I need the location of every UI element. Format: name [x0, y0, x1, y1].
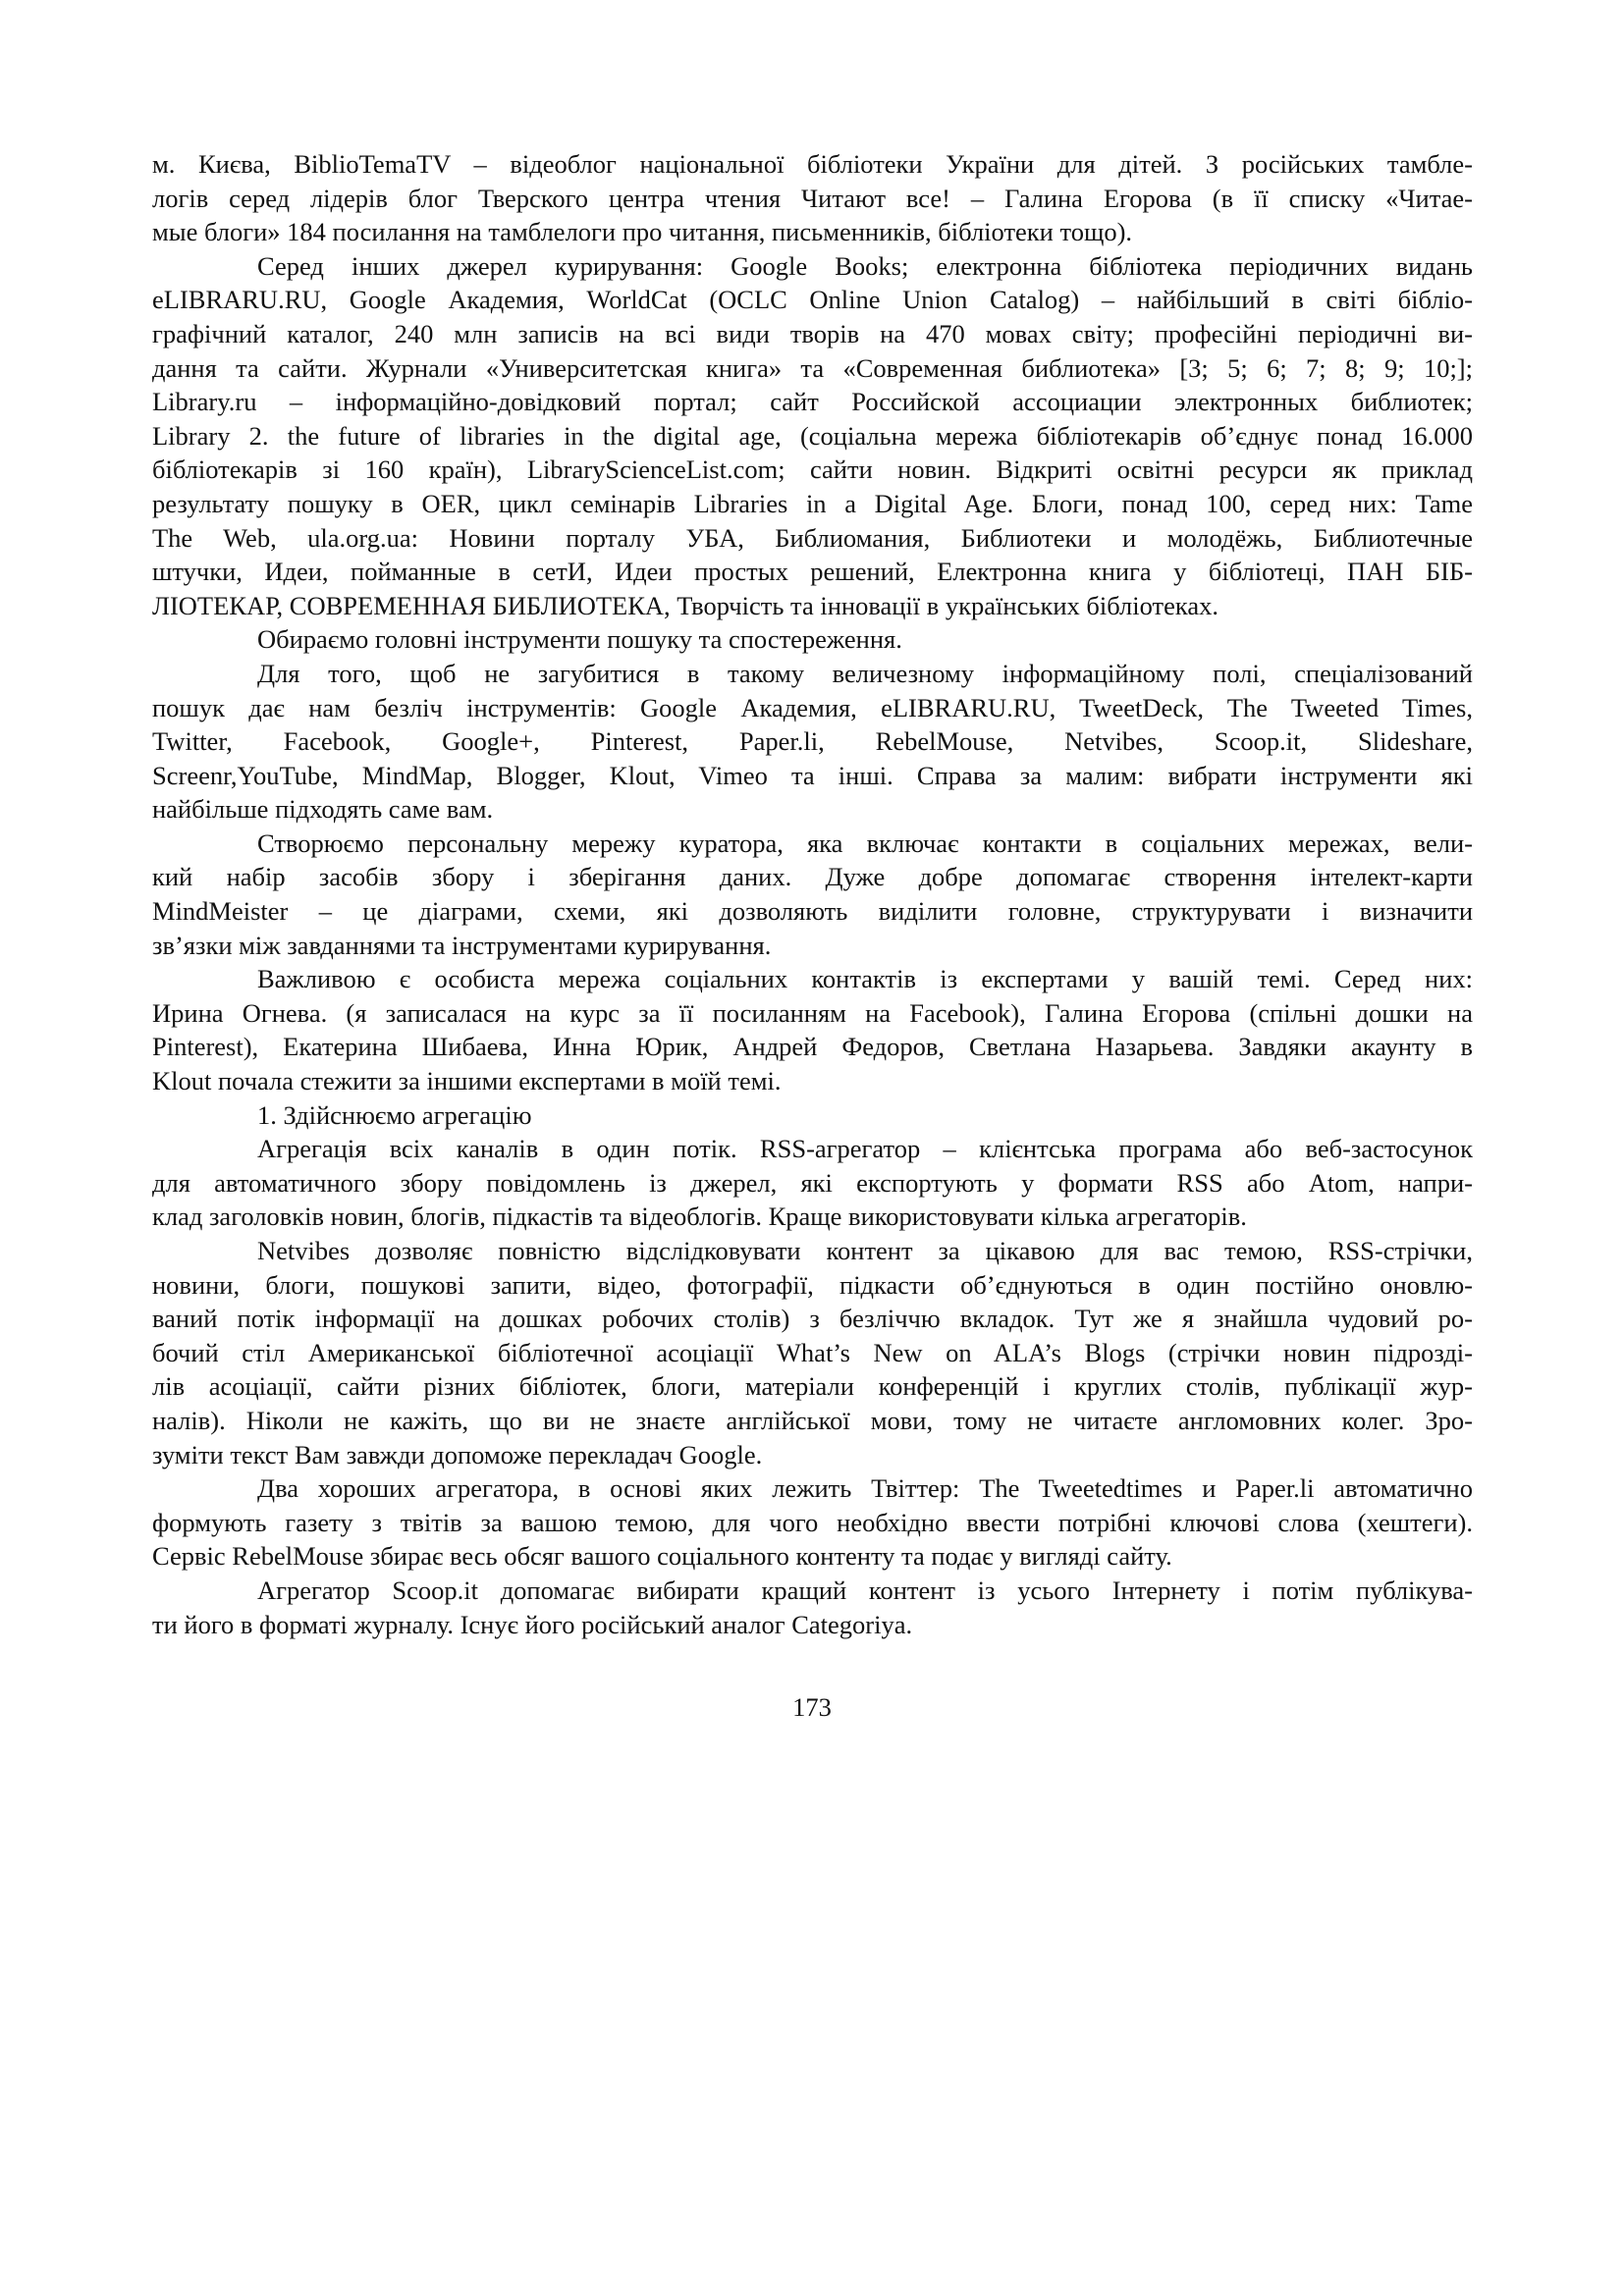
text-line: результату пошуку в OER, цикл семінарів Libraries in a Digital Age. Блоги, понад 100, серед них: Tame	[152, 488, 1473, 518]
text-line: графічний каталог, 240 млн записів на всі види творів на 470 мовах світу; професійні періодичні ви-	[152, 318, 1473, 348]
text-line: Pinterest), Екатерина Шибаева, Инна Юрик, Андрей Федоров, Светлана Назарьева. Завдяки акаунту в	[152, 1032, 1473, 1062]
text-line: eLIBRARU.RU, Google Академия, WorldCat (OCLC Online Union Catalog) – найбільший в світі бібліо-	[152, 285, 1473, 315]
text-line: лів асоціації, сайти різних бібліотек, блоги, матеріали конференцій і круглих столів, публікації жур-	[152, 1371, 1473, 1402]
text-line: новини, блоги, пошукові запити, відео, фотографії, підкасти об’єднуються в один постійно оновлю-	[152, 1269, 1473, 1300]
text-line: Twitter, Facebook, Google+, Pinterest, Paper.li, RebelMouse, Netvibes, Scoop.it, Slideshare,	[152, 726, 1473, 757]
text-line: штучки, Идеи, пойманные в сетИ, Идеи простых решений, Електронна книга у бібліотеці, ПАН БІБ-	[152, 557, 1473, 587]
text-line: Важливою є особиста мережа соціальних контактів із експертами у вашій темі. Серед них:	[257, 964, 1473, 994]
text-line: 1. Здійснюємо агрегацію	[257, 1099, 532, 1130]
text-line: Klout почала стежити за іншими експертами в моїй темі.	[152, 1066, 782, 1096]
text-line: Сервіс RebelMouse збирає весь обсяг вашого соціального контенту та подає у вигляді сайту.	[152, 1541, 1172, 1572]
text-line: Агрегатор Scoop.it допомагає вибирати кращий контент із усього Інтернету і потім публікува-	[257, 1575, 1473, 1605]
text-line: MindMeister – це діаграми, схеми, які дозволяють виділити головне, структурувати і визначити	[152, 896, 1473, 927]
text-line: логів серед лідерів блог Тверского центра чтения Читают все! – Галина Егорова (в її списку «Читае-	[152, 183, 1473, 213]
text-line: бібліотекарів зі 160 країн), LibraryScienceList.com; сайти новин. Відкриті освітні ресурси як приклад	[152, 454, 1473, 485]
text-line: Library.ru – інформаційно-довідковий портал; сайт Российской ассоциации электронных библиотек;	[152, 387, 1473, 417]
document-body	[152, 147, 1473, 1641]
text-line: Серед інших джерел курирування: Google Books; електронна бібліотека періодичних видань	[257, 250, 1473, 281]
text-line: бочий стіл Американської бібліотечної асоціації What’s New on ALA’s Blogs (стрічки новин підрозді-	[152, 1337, 1473, 1367]
page-number: 173	[792, 1692, 832, 1722]
text-line: м. Києва, BiblioTemaTV – відеоблог національної бібліотеки України для дітей. З російських тамбле-	[152, 149, 1473, 179]
text-line: зв’язки між завданнями та інструментами курирування.	[152, 930, 772, 960]
text-line: ваний потік інформації на дошках робочих столів) з безліччю вкладок. Тут же я знайшла чудовий ро-	[152, 1304, 1473, 1334]
text-line: Створюємо персональну мережу куратора, яка включає контакти в соціальних мережах, вели-	[257, 828, 1473, 858]
text-line: кий набір засобів збору і зберігання даних. Дуже добре допомагає створення інтелект-карти	[152, 862, 1473, 892]
text-line: мые блоги» 184 посилання на тамблелоги про читання, письменників, бібліотеки тощо).	[152, 217, 1133, 247]
text-line: для автоматичного збору повідомлень із джерел, які експортують у формати RSS або Atom, напри-	[152, 1167, 1473, 1198]
text-line: The Web, ula.org.ua: Новини порталу УБА, Библиомания, Библиотеки и молодёжь, Библиотечные	[152, 522, 1473, 553]
text-line: дання та сайти. Журнали «Университетская книга» та «Современная библиотека» [3; 5; 6; 7; 8; 9; 10;];	[152, 352, 1473, 383]
text-line: зуміти текст Вам завжди допоможе перекладач Google.	[152, 1439, 763, 1469]
text-line: Ирина Огнева. (я записалася на курс за її посиланням на Facebook), Галина Егорова (спільні дошки на	[152, 997, 1473, 1028]
text-line: Обираємо головні інструменти пошуку та спостереження.	[257, 624, 902, 655]
text-line: формують газету з твітів за вашою темою, для чого необхідно ввести потрібні ключові слова (хештеги).	[152, 1507, 1473, 1537]
text-line: Агрегація всіх каналів в один потік. RSS-агрегатор – клієнтська програма або веб-застосунок	[257, 1134, 1473, 1164]
text-line: клад заголовків новин, блогів, підкастів та відеоблогів. Краще використовувати кілька агрегаторів.	[152, 1201, 1247, 1232]
text-line: ти його в форматі журналу. Існує його російський аналог Categoriya.	[152, 1609, 913, 1639]
text-line: Screenr,YouTube, MindMap, Blogger, Klout, Vimeo та інші. Справа за малим: вибрати інструменти які	[152, 760, 1473, 790]
text-line: Netvibes дозволяє повністю відслідковувати контент за цікавою для вас темою, RSS-стрічки,	[257, 1236, 1473, 1265]
text-line: ЛІОТЕКАР, СОВРЕМЕННАЯ БИБЛИОТЕКА, Творчість та інновації в українських бібліотеках.	[152, 590, 1218, 620]
text-line: налів). Ніколи не кажіть, що ви не знаєте англійської мови, тому не читаєте англомовних колег. Зро-	[152, 1405, 1473, 1435]
text-line: найбільше підходять саме вам.	[152, 794, 494, 825]
text-line: Два хороших агрегатора, в основі яких лежить Твіттер: The Tweetedtimes и Paper.li автоматично	[257, 1473, 1473, 1504]
text-line: Для того, щоб не загубитися в такому величезному інформаційному полі, спеціалізований	[257, 658, 1473, 688]
text-line: пошук дає нам безліч інструментів: Google Академия, eLIBRARU.RU, TweetDeck, The Tweeted Times,	[152, 692, 1473, 722]
text-line: Library 2. the future of libraries in the digital age, (соціальна мережа бібліотекарів об’єднує понад 16.000	[152, 420, 1473, 451]
